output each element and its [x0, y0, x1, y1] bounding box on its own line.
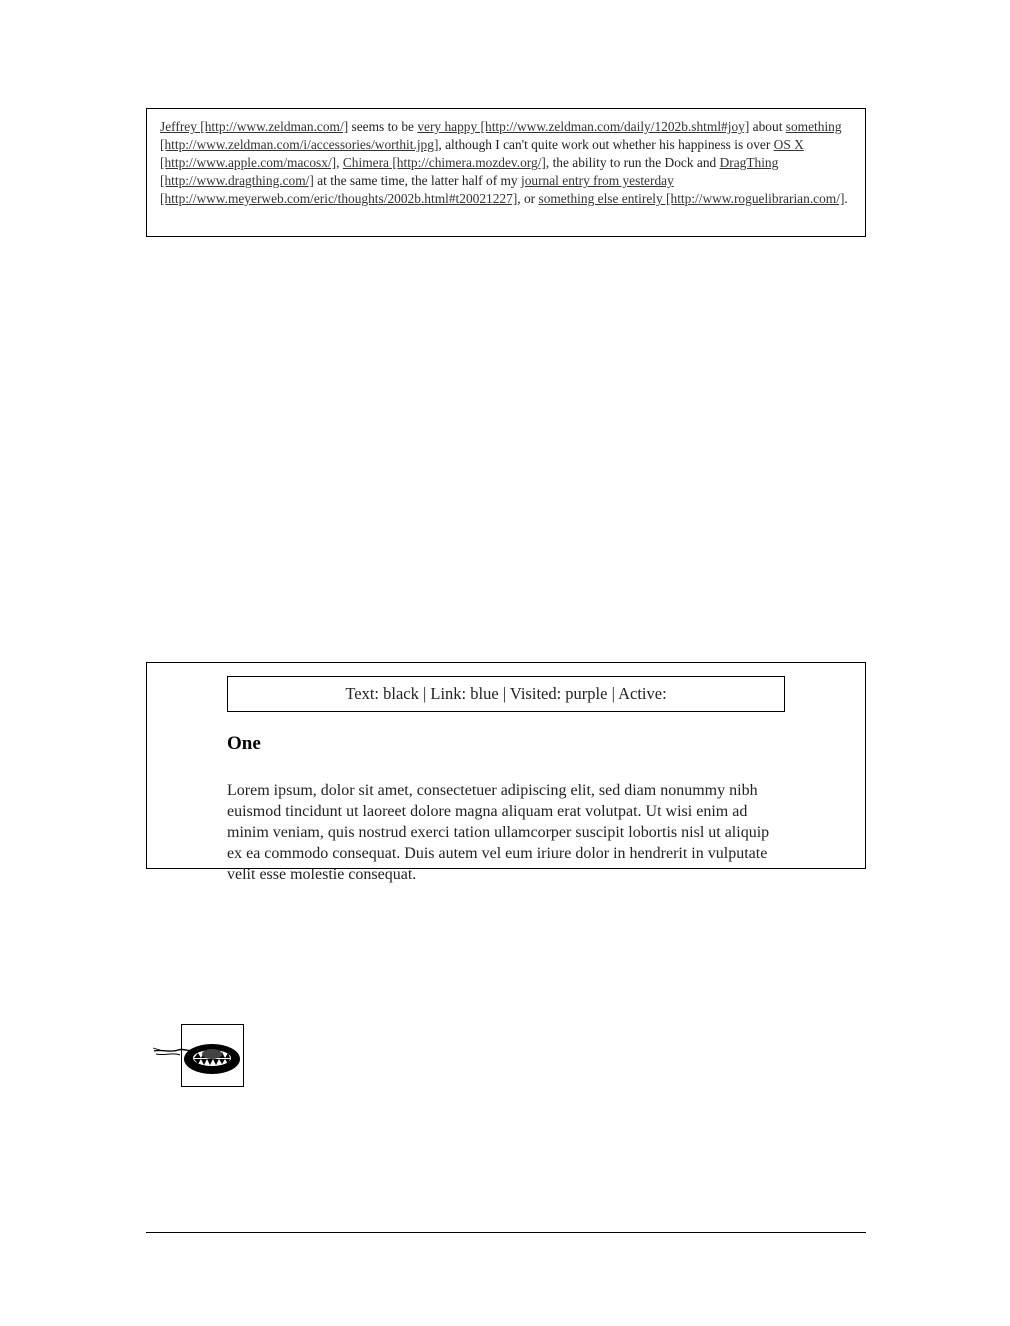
link-os-x[interactable]: OS X [http://www.apple.com/macosx/]: [160, 137, 804, 170]
link-chimera[interactable]: Chimera [http://chimera.mozdev.org/]: [342, 155, 546, 170]
link-jeffrey[interactable]: Jeffrey [http://www.zeldman.com/]: [160, 119, 349, 134]
footer-rule: [146, 1232, 866, 1233]
link-dragthing[interactable]: DragThing [http://www.dragthing.com/]: [160, 155, 779, 188]
lorem-paragraph: Lorem ipsum, dolor sit amet, consectetuer adipiscing elit, sed diam nonummy nibh euismod tincidunt ut laoreet dolore magna aliquam erat volutpat. Ut wisi enim ad minim veniam, quis nostrud exerci tation ullamcorper suscipit lobortis nisl ut aliquip ex ea commodo consequat. Duis autem vel eum iriure dolor in hendrerit in vulputate velit esse molestie consequat.: [227, 782, 770, 883]
link-something-else[interactable]: something else entirely [http://www.roguelibrarian.com/]: [538, 191, 845, 206]
link-journal-entry[interactable]: journal entry from yesterday [http://www.meyerweb.com/eric/thoughts/2002b.html#t20021227]: [160, 173, 674, 206]
link-something[interactable]: something [http://www.zeldman.com/i/accessories/worthit.jpg]: [160, 119, 842, 152]
example-links-box: [146, 108, 866, 237]
section-heading: One: [227, 733, 261, 754]
note-text: .: [844, 191, 848, 206]
note-text: , the ability to run the Dock and: [545, 155, 720, 170]
note-text: , or: [517, 191, 539, 206]
color-legend: Text: black | Link: blue | Visited: purple | Active:: [227, 676, 785, 712]
color-example-box: [146, 662, 866, 883]
note-text: at the same time, the latter half of my: [313, 173, 521, 188]
note-text: about: [749, 119, 786, 134]
note-text: , although I can't quite work out whether his happiness is over: [438, 137, 774, 152]
note-text: ,: [336, 155, 343, 170]
bear-trap-icon: [150, 1030, 240, 1082]
link-very-happy[interactable]: very happy [http://www.zeldman.com/daily/1202b.shtml#joy]: [417, 119, 750, 134]
note-text: seems to be: [348, 119, 418, 134]
